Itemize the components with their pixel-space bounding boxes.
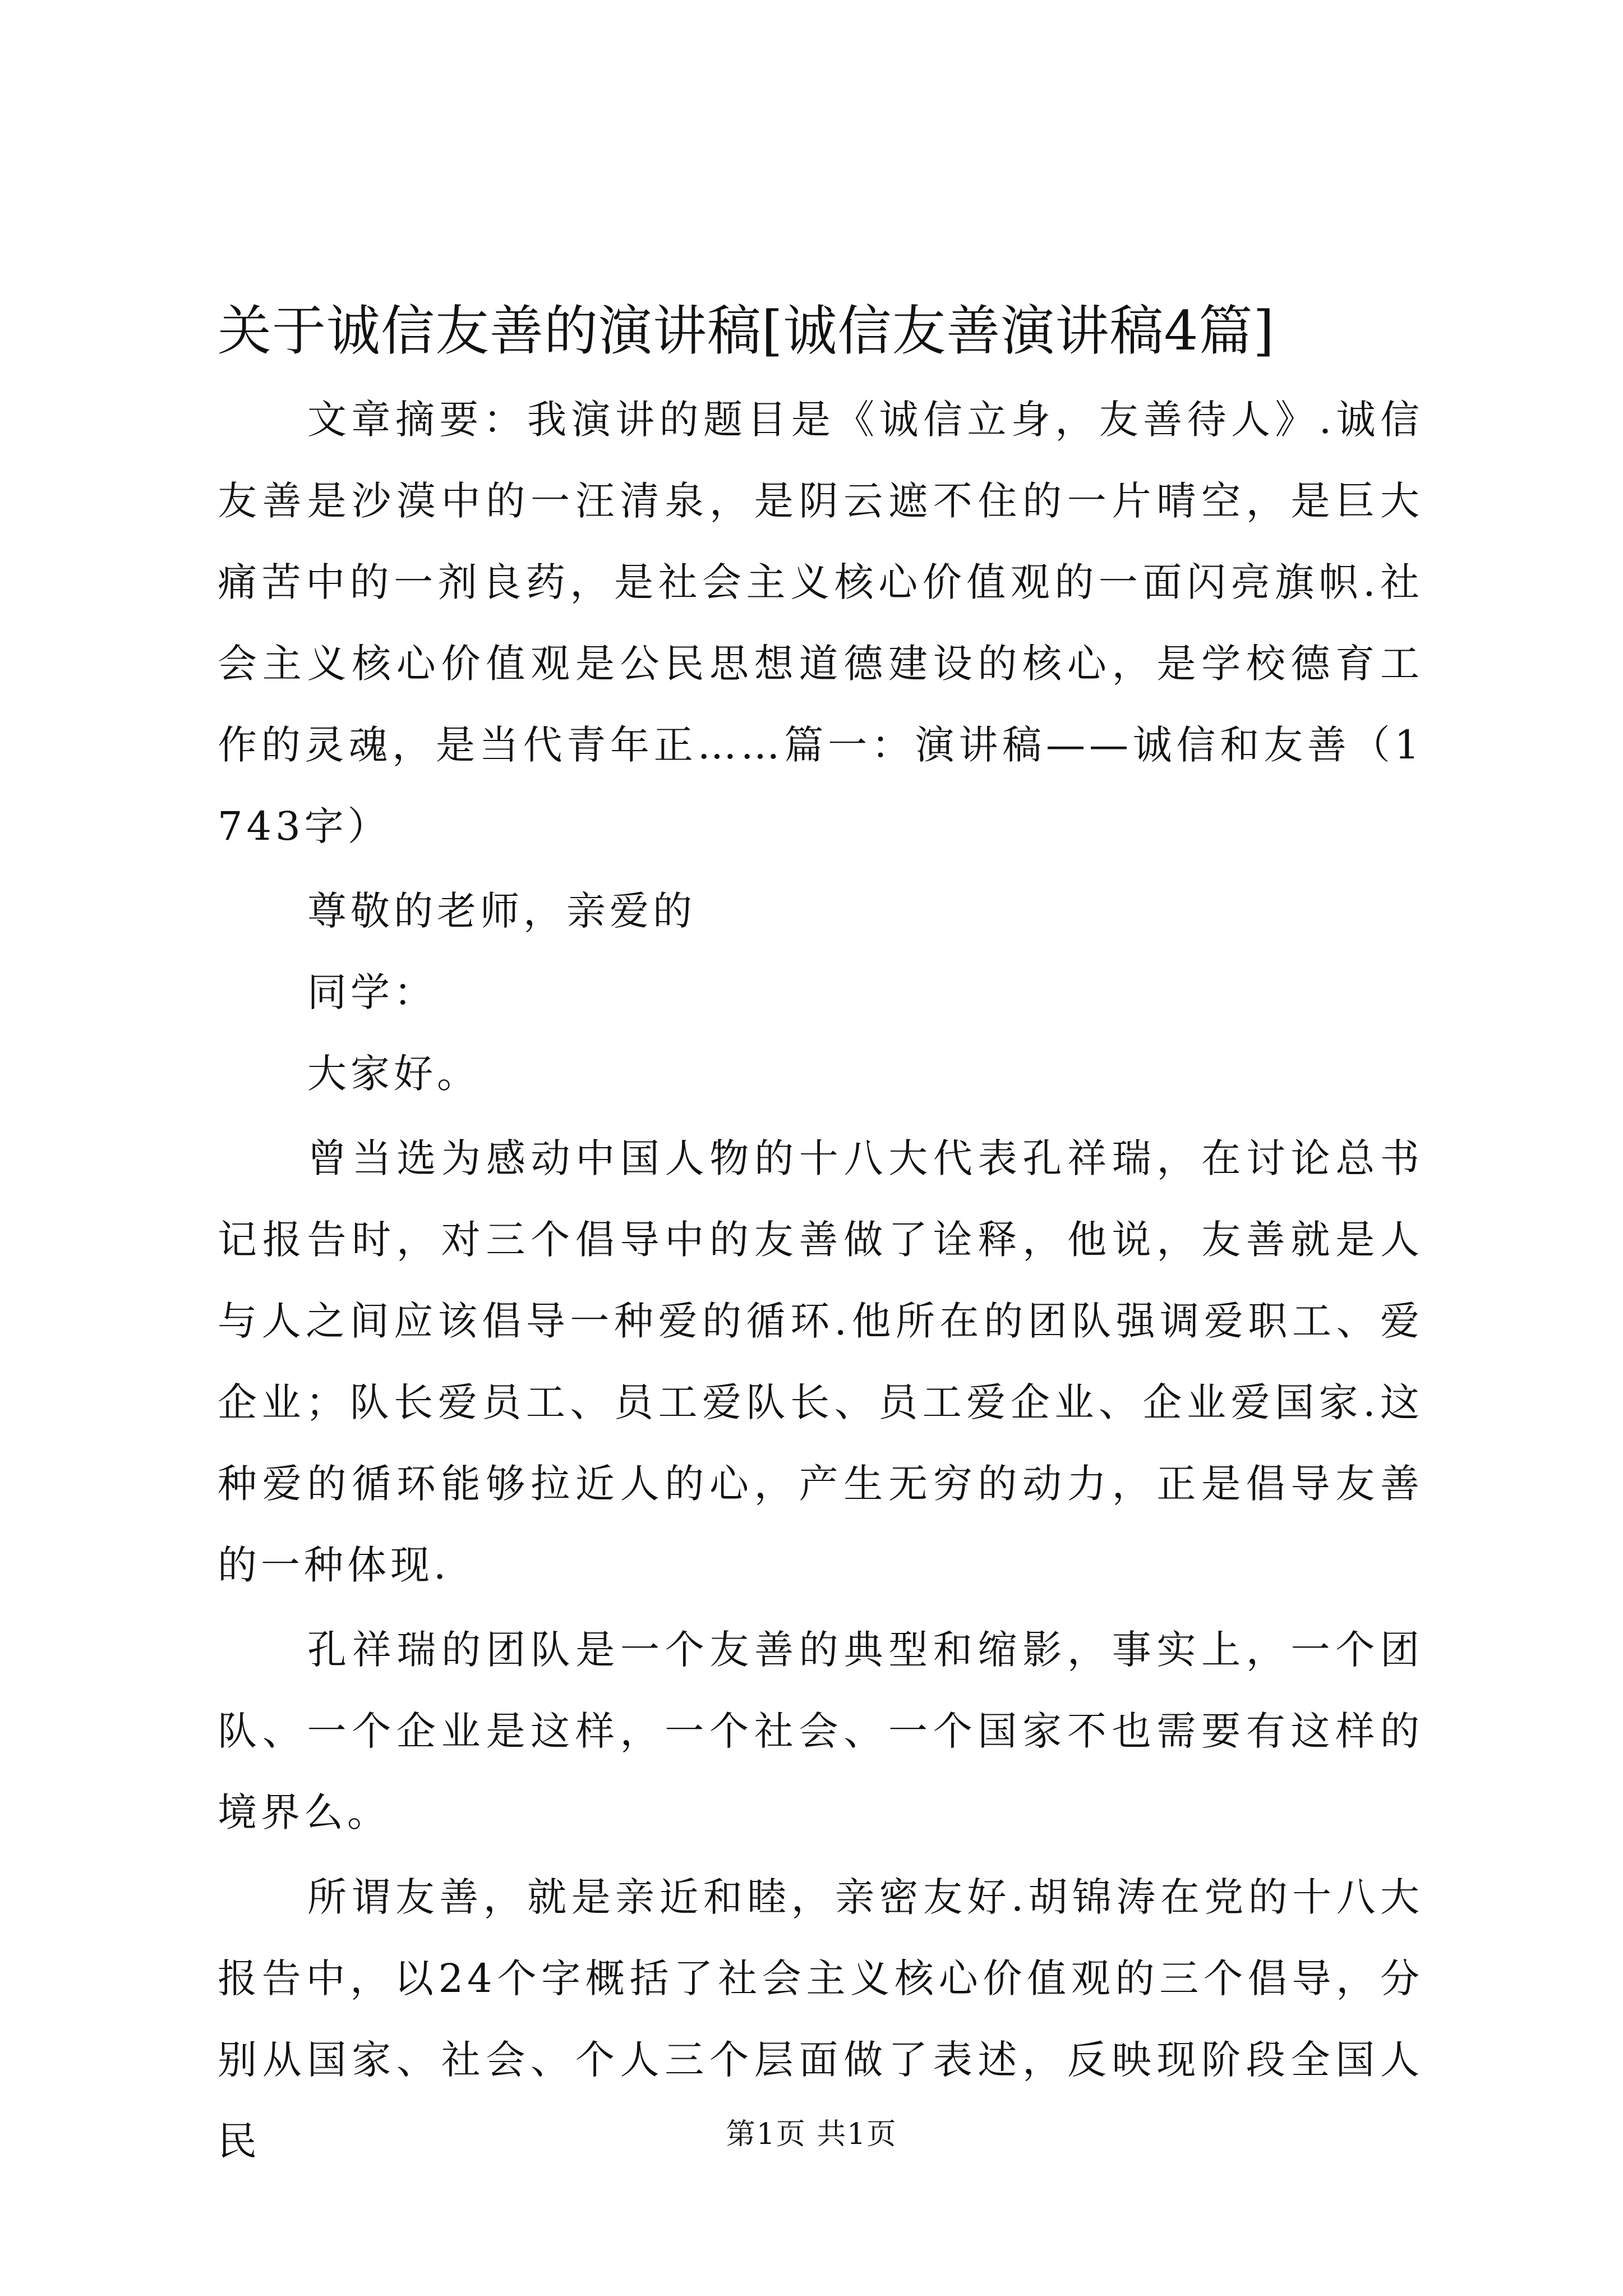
document-body — [218, 379, 1423, 2185]
paragraph-body-3: 所谓友善，就是亲近和睦，亲密友好.胡锦涛在党的十八大报告中，以24个字概括了社会主义核心价值观的三个倡导，分别从国家、社会、个人三个层面做了表述，反映现阶段全国人民 — [218, 1874, 1423, 2164]
page-number-footer: 第1页 共1页 — [726, 2118, 897, 2151]
paragraph-salutation-cont: 同学： — [307, 969, 437, 1015]
paragraph-body-1: 曾当选为感动中国人物的十八大代表孔祥瑞，在讨论总书记报告时，对三个倡导中的友善做了诠释，他说，友善就是人与人之间应该倡导一种爱的循环.他所在的团队强调爱职工、爱企业；队长爱员工、员工爱队长、员工爱企业、企业爱国家.这种爱的循环能够拉近人的心，产生无穷的动力，正是倡导友善的一种体现. — [218, 1135, 1423, 1588]
paragraph-body-2: 孔祥瑞的团队是一个友善的典型和缩影，事实上，一个团队、一个企业是这样，一个社会、一个国家不也需要有这样的境界么。 — [218, 1627, 1423, 1835]
paragraph-abstract: 文章摘要：我演讲的题目是《诚信立身，友善待人》.诚信友善是沙漠中的一汪清泉，是阴云遮不住的一片晴空，是巨大痛苦中的一剂良药，是社会主义核心价值观的一面闪亮旗帜.社会主义核心价值观是公民思想道德建设的核心，是学校德育工作的灵魂，是当代青年正……篇一：演讲稿——诚信和友善（1743字） — [218, 397, 1423, 849]
paragraph-salutation: 尊敬的老师，亲爱的 — [307, 888, 696, 934]
paragraph-greeting: 大家好。 — [307, 1051, 480, 1097]
document-title: 关于诚信友善的演讲稿[诚信友善演讲稿4篇] — [218, 300, 1275, 362]
